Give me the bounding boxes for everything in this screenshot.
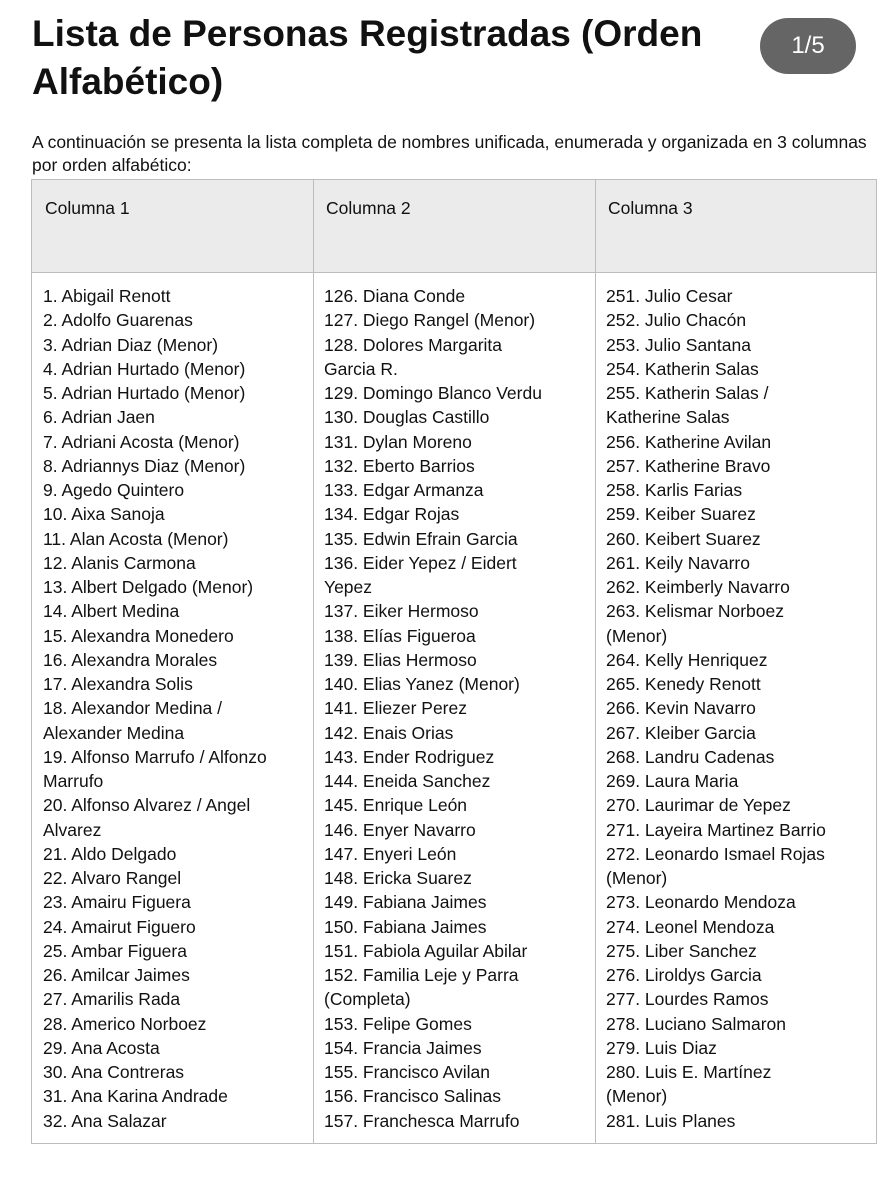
column-header-3: Columna 3 [608, 198, 693, 218]
list-item: 259. Keiber Suarez [606, 504, 756, 525]
list-item: 262. Keimberly Navarro [606, 577, 790, 597]
list-item: 254. Katherin Salas [606, 358, 759, 379]
list-item: 32. Ana Salazar [43, 1110, 167, 1131]
list-item: 26. Amilcar Jaimes [43, 965, 190, 985]
list-item: 264. Kelly Henriquez [606, 649, 768, 670]
list-item: 7. Adriani Acosta (Menor) [43, 431, 240, 452]
list-item: 156. Francisco Salinas [324, 1086, 502, 1107]
list-item: 21. Aldo Delgado [43, 843, 177, 864]
list-item: 150. Fabiana Jaimes [324, 916, 487, 937]
list-item: 136. Eider Yepez / Eidert [324, 552, 517, 573]
list-item: 131. Dylan Moreno [324, 431, 472, 452]
list-item: 255. Katherin Salas / [606, 383, 769, 403]
list-item: 8. Adriannys Diaz (Menor) [43, 455, 246, 476]
list-item: 19. Alfonso Marrufo / Alfonzo [43, 746, 267, 767]
list-item: 152. Familia Leje y Parra [324, 965, 519, 985]
list-item: 142. Enais Orias [324, 722, 454, 743]
list-item: 275. Liber Sanchez [606, 940, 757, 961]
list-item: 9. Agedo Quintero [43, 480, 185, 500]
intro-text: A continuación se presenta la lista completa de nombres unificada, enumerada y organizada en 3 columnas por orden alfabético: [32, 132, 867, 175]
list-item: 11. Alan Acosta (Menor) [43, 528, 229, 549]
list-item: 31. Ana Karina Andrade [43, 1086, 228, 1107]
list-item: 5. Adrian Hurtado (Menor) [43, 383, 246, 403]
list-item: 6. Adrian Jaen [43, 407, 155, 428]
table-header-row [32, 180, 876, 273]
list-item: 126. Diana Conde [324, 286, 466, 306]
list-item: 261. Keily Navarro [606, 552, 750, 573]
list-item: 266. Kevin Navarro [606, 698, 756, 719]
list-item: 140. Elias Yanez (Menor) [324, 674, 520, 694]
list-item: 256. Katherine Avilan [606, 431, 772, 452]
list-item: 132. Eberto Barrios [324, 455, 475, 476]
list-item: 133. Edgar Armanza [324, 480, 484, 500]
list-item: 13. Albert Delgado (Menor) [43, 577, 254, 597]
list-item: 20. Alfonso Alvarez / Angel [43, 795, 251, 816]
list-item: 25. Ambar Figuera [43, 940, 187, 961]
list-item: 4. Adrian Hurtado (Menor) [43, 358, 246, 379]
list-item: 147. Enyeri León [324, 843, 457, 864]
list-item: 258. Karlis Farias [606, 480, 743, 500]
list-item: 145. Enrique León [324, 795, 468, 816]
list-item: 267. Kleiber Garcia [606, 722, 756, 743]
list-item: 271. Layeira Martinez Barrio [606, 819, 826, 840]
list-item: 29. Ana Acosta [43, 1037, 160, 1058]
list-item: 130. Douglas Castillo [324, 407, 490, 428]
column-header-1: Columna 1 [45, 198, 130, 218]
list-item: Katherine Salas [606, 407, 730, 428]
list-item: 277. Lourdes Ramos [606, 989, 769, 1010]
list-item: 24. Amairut Figuero [43, 916, 196, 937]
list-item: 153. Felipe Gomes [324, 1013, 472, 1034]
list-item: (Menor) [606, 868, 668, 888]
list-item: 22. Alvaro Rangel [43, 868, 182, 888]
list-item: 252. Julio Chacón [606, 310, 747, 331]
list-item: 273. Leonardo Mendoza [606, 892, 796, 913]
names-table [31, 179, 877, 1144]
column-2-list [324, 284, 600, 1133]
list-item: 138. Elías Figueroa [324, 625, 476, 646]
list-item: 143. Ender Rodriguez [324, 746, 495, 767]
list-item: Alexander Medina [43, 722, 185, 743]
list-item: 12. Alanis Carmona [43, 552, 196, 573]
list-item: 280. Luis E. Martínez [606, 1062, 772, 1082]
list-item: 278. Luciano Salmaron [606, 1013, 786, 1034]
list-item: 16. Alexandra Morales [43, 649, 218, 670]
list-item: 30. Ana Contreras [43, 1062, 185, 1082]
list-item: 23. Amairu Figuera [43, 892, 191, 913]
column-header-2: Columna 2 [326, 198, 411, 218]
list-item: Garcia R. [324, 358, 398, 379]
list-item: (Completa) [324, 989, 411, 1010]
list-item: 141. Eliezer Perez [324, 698, 467, 719]
list-item: Marrufo [43, 771, 104, 791]
list-item: 1. Abigail Renott [43, 286, 171, 306]
list-item: 270. Laurimar de Yepez [606, 795, 791, 816]
list-item: 2. Adolfo Guarenas [43, 310, 193, 331]
page-title: Lista de Personas Registradas (Orden Alfabético) [32, 13, 703, 102]
list-item: 251. Julio Cesar [606, 286, 733, 306]
list-item: 151. Fabiola Aguilar Abilar [324, 940, 528, 961]
list-item: 27. Amarilis Rada [43, 989, 181, 1010]
list-item: 268. Landru Cadenas [606, 746, 775, 767]
list-item: 279. Luis Diaz [606, 1037, 717, 1058]
list-item: 155. Francisco Avilan [324, 1062, 491, 1082]
list-item: 135. Edwin Efrain Garcia [324, 528, 518, 549]
list-item: 18. Alexandor Medina / [43, 698, 223, 719]
list-item: 260. Keibert Suarez [606, 528, 761, 549]
list-item: 28. Americo Norboez [43, 1013, 207, 1034]
list-item: 10. Aixa Sanoja [43, 504, 165, 525]
list-item: 257. Katherine Bravo [606, 455, 771, 476]
list-item: 17. Alexandra Solis [43, 674, 193, 694]
list-item: 276. Liroldys Garcia [606, 965, 762, 985]
list-item: 15. Alexandra Monedero [43, 625, 234, 646]
list-item: 127. Diego Rangel (Menor) [324, 310, 536, 331]
list-item: 14. Albert Medina [43, 601, 180, 622]
list-item: 128. Dolores Margarita [324, 334, 502, 355]
column-3-list [606, 284, 882, 1133]
list-item: (Menor) [606, 625, 668, 646]
list-item: Yepez [324, 577, 373, 597]
list-item: 3. Adrian Diaz (Menor) [43, 334, 219, 355]
list-item: 139. Elias Hermoso [324, 649, 477, 670]
list-item: 269. Laura Maria [606, 771, 739, 791]
list-item: 134. Edgar Rojas [324, 504, 460, 525]
list-item: 272. Leonardo Ismael Rojas [606, 843, 825, 864]
list-item: 274. Leonel Mendoza [606, 916, 775, 937]
list-item: 265. Kenedy Renott [606, 674, 761, 694]
page-indicator-badge[interactable]: 1/5 [760, 18, 856, 74]
list-item: 129. Domingo Blanco Verdu [324, 383, 542, 403]
list-item: 149. Fabiana Jaimes [324, 892, 487, 913]
list-item: 263. Kelismar Norboez [606, 601, 784, 622]
list-item: 144. Eneida Sanchez [324, 771, 491, 791]
list-item: 253. Julio Santana [606, 334, 751, 355]
list-item: 281. Luis Planes [606, 1110, 736, 1131]
list-item: 146. Enyer Navarro [324, 819, 476, 840]
list-item: 137. Eiker Hermoso [324, 601, 479, 622]
column-1-list [43, 284, 319, 1133]
list-item: 154. Francia Jaimes [324, 1037, 482, 1058]
list-item: 148. Ericka Suarez [324, 868, 472, 888]
list-item: (Menor) [606, 1086, 668, 1107]
list-item: 157. Franchesca Marrufo [324, 1110, 520, 1131]
list-item: Alvarez [43, 819, 102, 840]
